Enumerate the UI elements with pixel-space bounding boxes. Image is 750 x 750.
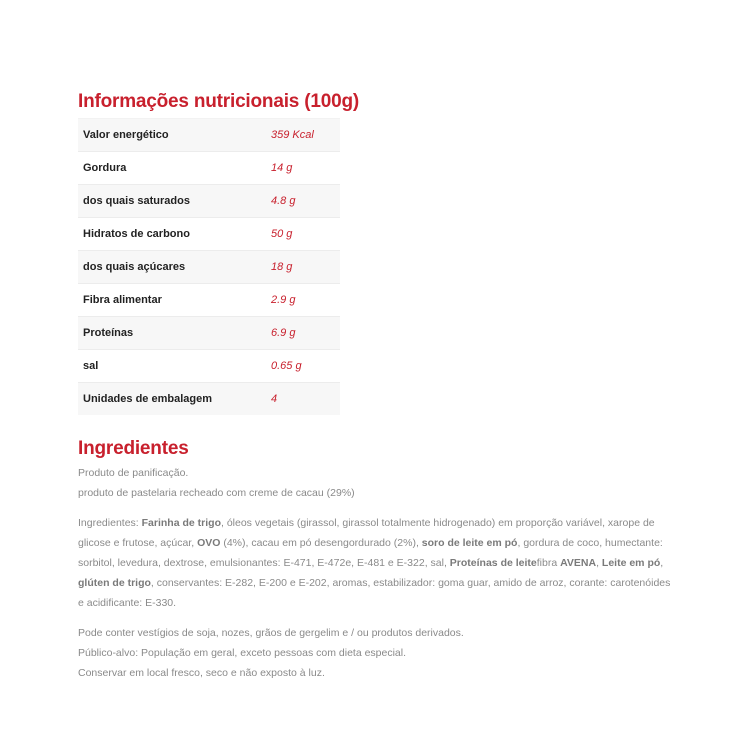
- nutrient-value: 14 g: [271, 152, 340, 185]
- table-row: [78, 119, 340, 152]
- ingredients-title: Ingredientes: [78, 438, 189, 459]
- nutrition-title: Informações nutricionais (100g): [78, 91, 359, 112]
- ingredient-text: Ingredientes:: [78, 517, 142, 529]
- storage-note: Conservar em local fresco, seco e não exposto à luz.: [78, 667, 325, 679]
- ingredient-highlight: AVENA: [560, 557, 597, 569]
- table-row: [78, 350, 340, 383]
- ingredient-text: fibra: [536, 557, 561, 569]
- table-row: [78, 284, 340, 317]
- nutrient-label: sal: [78, 350, 271, 383]
- ingredient-text: , conservantes: E-282, E-200 e E-202, aromas, estabilizador: goma guar, amido de arroz, corante: carotenóides e acidificante: E-330.: [78, 577, 671, 609]
- nutrient-label: Hidratos de carbono: [78, 218, 271, 251]
- nutrient-value: 6.9 g: [271, 317, 340, 350]
- nutrient-value: 18 g: [271, 251, 340, 284]
- nutrient-value: 359 Kcal: [271, 119, 340, 152]
- table-row: [78, 317, 340, 350]
- table-row: [78, 251, 340, 284]
- nutrient-label: dos quais açúcares: [78, 251, 271, 284]
- nutrient-label: Valor energético: [78, 119, 271, 152]
- ingredient-highlight: soro de leite em pó: [421, 537, 518, 549]
- ingredient-text: (4%), cacau em pó desengordurado (2%),: [220, 537, 422, 549]
- table-row: [78, 185, 340, 218]
- ingredient-highlight: Farinha de trigo: [141, 517, 221, 529]
- ingredients-list: [78, 513, 678, 613]
- allergen-note: Pode conter vestígios de soja, nozes, grãos de gergelim e / ou produtos derivados.: [78, 627, 464, 639]
- nutrient-value: 50 g: [271, 218, 340, 251]
- ingredient-highlight: OVO: [197, 537, 221, 549]
- nutrient-label: Unidades de embalagem: [78, 383, 271, 416]
- product-type-text: Produto de panificação.: [78, 467, 189, 479]
- ingredient-highlight: Proteínas de leite: [449, 557, 537, 569]
- table-row: [78, 218, 340, 251]
- product-info: [78, 90, 678, 683]
- nutrient-label: Gordura: [78, 152, 271, 185]
- table-row: [78, 383, 340, 416]
- ingredient-text: , óleos vegetais (girassol, girassol totalmente hidrogenado) em proporção variável, xarope de glicose e frutose, açúcar,: [78, 517, 655, 549]
- nutrient-label: dos quais saturados: [78, 185, 271, 218]
- nutrient-label: Fibra alimentar: [78, 284, 271, 317]
- nutrient-value: 4.8 g: [271, 185, 340, 218]
- ingredient-text: ,: [596, 557, 602, 569]
- ingredient-highlight: glúten de trigo: [78, 577, 151, 589]
- ingredient-text: ,: [660, 557, 664, 569]
- nutrition-table: [78, 118, 340, 415]
- nutrient-label: Proteínas: [78, 317, 271, 350]
- nutrient-value: 0.65 g: [271, 350, 340, 383]
- table-row: [78, 152, 340, 185]
- nutrient-value: 2.9 g: [271, 284, 340, 317]
- product-description-text: produto de pastelaria recheado com creme de cacau (29%): [78, 487, 355, 499]
- target-audience-note: Público-alvo: População em geral, exceto pessoas com dieta especial.: [78, 647, 407, 659]
- nutrient-value: 4: [271, 383, 340, 416]
- ingredient-highlight: Leite em pó: [601, 557, 661, 569]
- ingredient-text: , gordura de coco, humectante: sorbitol, levedura, dextrose, emulsionantes: E-471, E-472e, E-481 e E-322, sal,: [78, 537, 663, 569]
